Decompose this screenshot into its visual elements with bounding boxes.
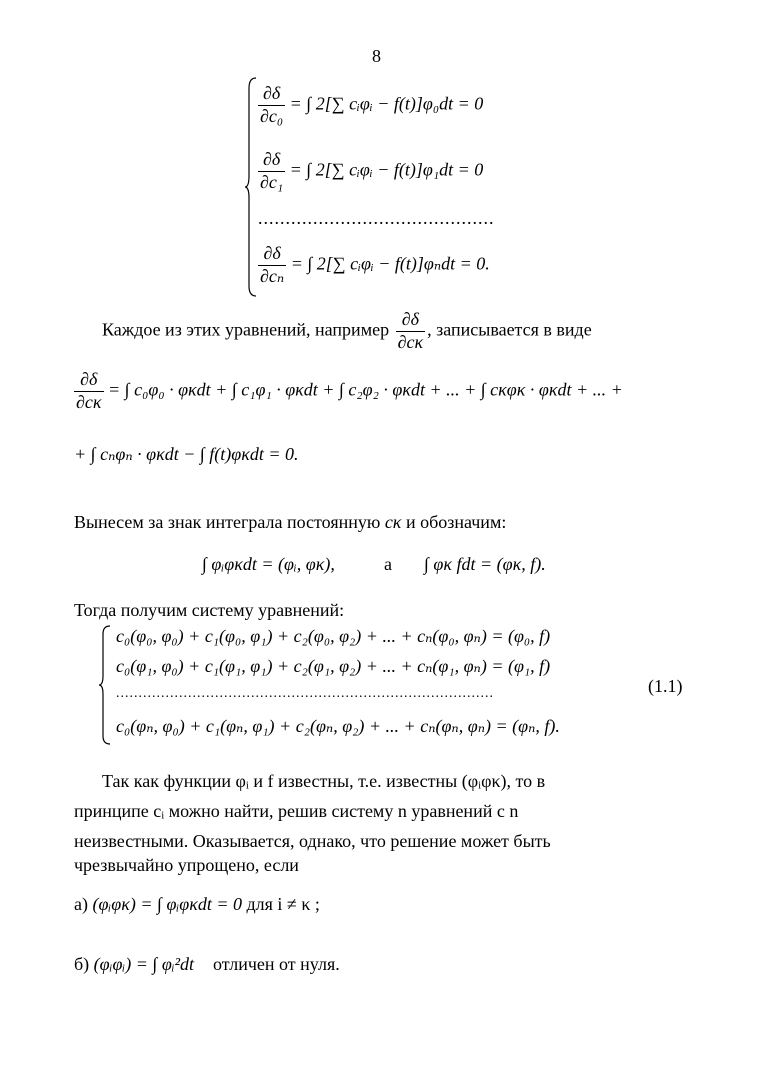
system1-brace: [244, 76, 258, 298]
paragraph-4-line-3: неизвестными. Оказывается, однако, что решение может быть: [74, 831, 551, 851]
cond-b-expr: (φᵢφᵢ) = ∫ φᵢ²dt: [93, 954, 195, 974]
paragraph-3: Тогда получим систему уравнений:: [74, 600, 345, 620]
para2-text: Вынесем за знак интеграла постоянную: [74, 512, 381, 532]
expansion-lhs-num: ∂δ: [74, 370, 104, 392]
row-numerator: ∂δ: [258, 84, 285, 106]
row-denominator: ∂c₁: [260, 171, 284, 192]
equation-number: (1.1): [648, 676, 683, 696]
system2-brace: [98, 624, 112, 746]
para1-after: , записывается в виде: [427, 319, 592, 340]
para1-frac-den: ∂cκ: [397, 331, 424, 352]
cond-a-expr: (φᵢφκ) = ∫ φᵢφκdt = 0: [92, 894, 243, 914]
system1-dots: ...........................................: [258, 208, 495, 228]
row-numerator: ∂δ: [258, 244, 286, 266]
system2-row-0: c₀(φ₀, φ₀) + c₁(φ₀, φ₁) + c₂(φ₀, φ₂) + ... + cₙ(φ₀, φₙ) = (φ₀, f): [116, 626, 551, 646]
system1-row-2: [258, 244, 490, 287]
paragraph-4-line-1: Так как функции φᵢ и f известны, т.е. известны (φᵢφκ), то в: [102, 771, 546, 791]
row-denominator: ∂c₀: [260, 105, 284, 126]
row-rhs: = ∫ 2[∑ cᵢφᵢ − f(t)]φ₀dt = 0: [289, 93, 484, 114]
row-denominator: ∂cₙ: [260, 265, 285, 286]
row-rhs: = ∫ 2[∑ cᵢφᵢ − f(t)]φₙdt = 0.: [290, 253, 490, 274]
system1-row-0: [258, 84, 483, 127]
condition-a: [74, 894, 320, 915]
para2-var: cκ: [384, 512, 402, 532]
definition-conj: а: [384, 554, 392, 574]
para1-frac-num: ∂δ: [396, 310, 426, 332]
system2-row-1: c₀(φ₁, φ₀) + c₁(φ₁, φ₁) + c₂(φ₁, φ₂) + ... + cₙ(φ₁, φₙ) = (φ₁, f): [116, 656, 551, 676]
paragraph-1: [102, 310, 592, 353]
system1-row-1: [258, 150, 483, 193]
condition-b: [74, 954, 340, 975]
cond-b-label: б): [74, 954, 90, 974]
paragraph-4-line-2: принципе cᵢ можно найти, решив систему n уравнений с n: [74, 801, 519, 821]
para2-end: и обозначим:: [405, 512, 507, 532]
row-numerator: ∂δ: [258, 150, 285, 172]
definition-left: ∫ φᵢφκdt = (φᵢ, φκ),: [202, 554, 335, 574]
paragraph-4-line-4: чрезвычайно упрощено, если: [74, 855, 299, 875]
page-number: 8: [372, 46, 381, 66]
expansion-lhs-den: ∂cκ: [76, 391, 102, 412]
expansion-line-1: [74, 370, 623, 413]
row-rhs: = ∫ 2[∑ cᵢφᵢ − f(t)]φ₁dt = 0: [289, 159, 484, 180]
system2-dots: ....................................................................................: [116, 686, 494, 701]
definition-right: ∫ φκ fdt = (φκ, f).: [424, 554, 546, 574]
system2-row-3: c₀(φₙ, φ₀) + c₁(φₙ, φ₁) + c₂(φₙ, φ₂) + ... + cₙ(φₙ, φₙ) = (φₙ, f).: [116, 716, 560, 736]
cond-b-tail: отличен от нуля.: [213, 954, 340, 974]
cond-a-label: а): [74, 894, 88, 914]
expansion-rhs-1: = ∫ c₀φ₀ · φκdt + ∫ c₁φ₁ · φκdt + ∫ c₂φ₂ · φκdt + ... + ∫ cκφκ · φκdt + ... +: [108, 379, 623, 400]
paragraph-2: [74, 512, 506, 533]
para1-before: Каждое из этих уравнений, например: [102, 319, 390, 340]
expansion-line-2: + ∫ cₙφₙ · φκdt − ∫ f(t)φκdt = 0.: [74, 444, 299, 464]
cond-a-tail: для i ≠ κ ;: [246, 894, 320, 914]
